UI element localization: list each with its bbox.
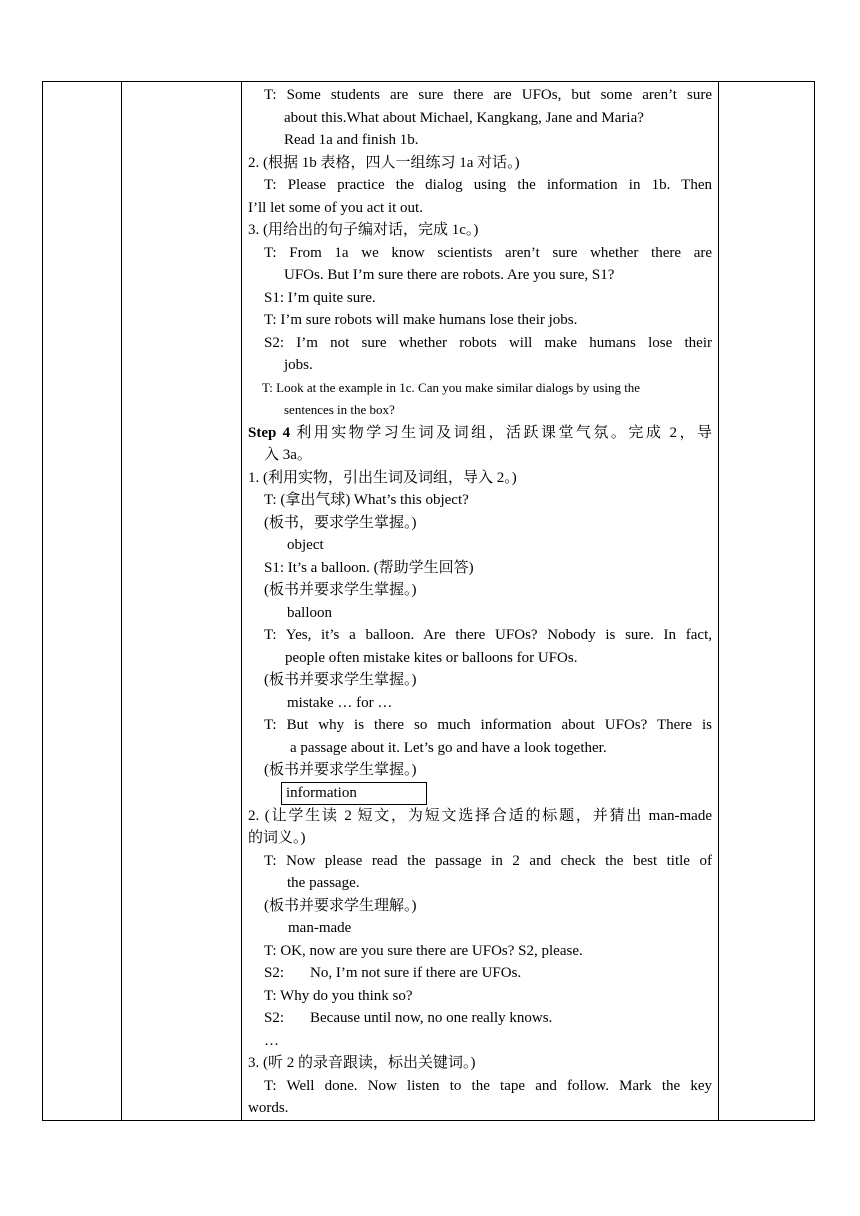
teacher-line: about this.What about Michael, Kangkang, Jane and Maria? (284, 109, 644, 126)
vocab-word: man-made (288, 920, 352, 936)
teacher-line: T: Some students are sure there are UFOs, but some aren’t sure (264, 87, 712, 103)
step-instruction-continued: 的词义。) (248, 830, 306, 846)
vocab-phrase: mistake … for … (287, 694, 393, 711)
teacher-line: UFOs. But I’m sure there are robots. Are you sure, S1? (284, 267, 615, 283)
student-line: S1: I’m quite sure. (264, 289, 376, 306)
board-note: (板书并要求学生掌握。) (264, 582, 417, 598)
student-line: S1: It’s a balloon. (帮助学生回答) (264, 559, 474, 576)
teacher-line: sentences in the box? (284, 402, 395, 417)
teacher-line: T: From 1a we know scientists aren’t sure whether there are (264, 244, 712, 261)
step-instruction: 3. (听 2 的录音跟读，标出关键词。) (248, 1055, 476, 1071)
vocab-word: object (287, 537, 324, 553)
teacher-line: T: But why is there so much information about UFOs? There is (264, 717, 712, 733)
step-description: 利用实物学习生词及词组，活跃课堂气氛。完成 2，导 (290, 424, 712, 441)
teacher-line: Read 1a and finish 1b. (284, 132, 419, 148)
teacher-line: I’ll let some of you act it out. (248, 199, 423, 216)
teacher-line: T: Look at the example in 1c. Can you make similar dialogs by using the (262, 379, 641, 395)
teacher-line: a passage about it. Let’s go and have a look together. (290, 739, 607, 756)
teacher-line: words. (248, 1100, 289, 1116)
board-note: (板书，要求学生掌握。) (264, 514, 417, 531)
column-divider (241, 82, 242, 1120)
column-divider (718, 82, 719, 1120)
teacher-line: T: I’m sure robots will make humans lose their jobs. (264, 312, 578, 328)
step-instruction: 2. (根据 1b 表格，四人一组练习 1a 对话。) (248, 154, 520, 171)
step-instruction: 1. (利用实物，引出生词及词组，导入 2。) (248, 469, 517, 486)
teacher-line: T: (拿出气球) What’s this object? (264, 492, 469, 508)
step-instruction: 2. (让学生读 2 短文，为短文选择合适的标题，并猜出 man-made (248, 807, 712, 824)
teacher-line: T: OK, now are you sure there are UFOs? S2, please. (264, 942, 583, 959)
vocab-word-row (248, 782, 712, 805)
speaker-label: S2: (264, 1010, 285, 1026)
speaker-label: S2: (264, 965, 285, 981)
vocab-word-boxed: information (281, 782, 427, 805)
board-note: (板书并要求学生掌握。) (264, 672, 417, 688)
teacher-line: T: Yes, it’s a balloon. Are there UFOs? Nobody is sure. In fact, (264, 627, 712, 643)
teacher-line: people often mistake kites or balloons for UFOs. (285, 649, 578, 666)
student-reply: Because until now, no one really knows. (310, 1010, 553, 1026)
student-line: S2: I’m not sure whether robots will make humans lose their (264, 334, 712, 351)
step-heading-continued: 入 3a。 (264, 447, 312, 463)
teacher-line: T: Please practice the dialog using the information in 1b. Then (264, 177, 712, 193)
teacher-line: T: Why do you think so? (264, 987, 413, 1004)
teacher-line: T: Now please read the passage in 2 and check the best title of (264, 852, 712, 869)
student-line (248, 962, 712, 985)
teacher-line: T: Well done. Now listen to the tape and follow. Mark the key (264, 1077, 712, 1094)
step-instruction: 3. (用给出的句子编对话，完成 1c。) (248, 222, 479, 238)
ellipsis: … (264, 1032, 279, 1049)
step-heading (248, 422, 712, 445)
vocab-word: balloon (287, 604, 332, 621)
column-divider (121, 82, 122, 1120)
teacher-line: the passage. (287, 875, 360, 891)
step-label: Step 4 (248, 424, 291, 441)
board-note: (板书并要求学生掌握。) (264, 762, 417, 778)
student-line: jobs. (284, 357, 313, 373)
student-reply: No, I’m not sure if there are UFOs. (310, 965, 522, 981)
board-note: (板书并要求学生理解。) (264, 897, 417, 914)
student-line (248, 1007, 712, 1030)
lesson-content-cell (248, 84, 712, 1120)
